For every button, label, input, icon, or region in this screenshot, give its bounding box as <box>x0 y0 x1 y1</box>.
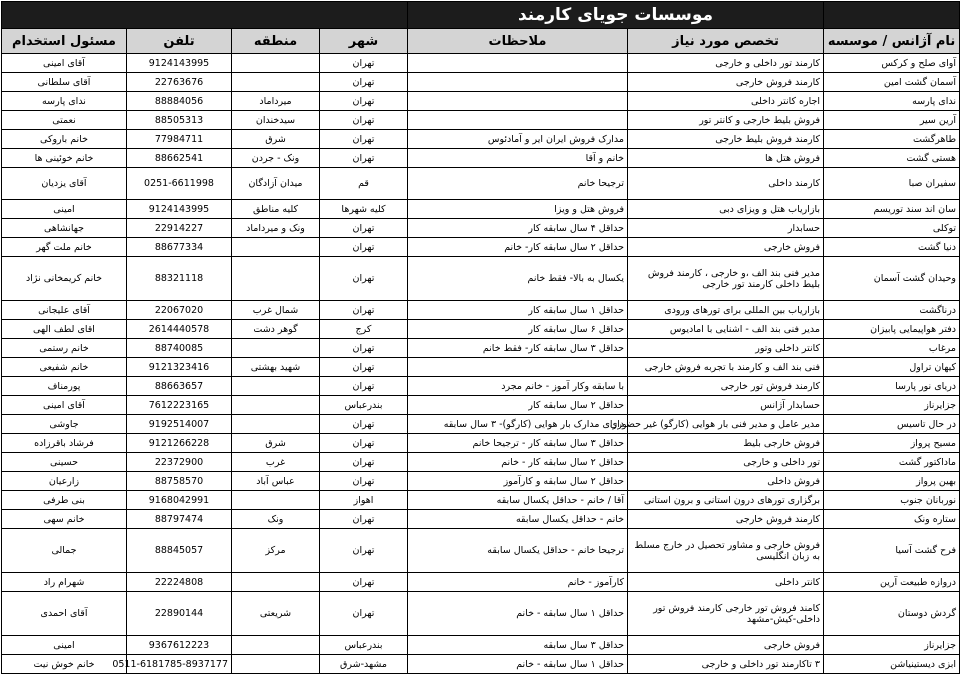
cell-note <box>408 111 628 130</box>
cell-phone: 22763676 <box>127 73 232 92</box>
cell-contact: آقای علیجانی <box>2 301 127 320</box>
table-row <box>2 130 960 149</box>
table-row <box>2 320 960 339</box>
cell-note: آقا / خانم - حداقل یکسال سابقه <box>408 491 628 510</box>
cell-spec: فروش خارجی و مشاور تحصیل در خارج مسلط به زبان انگلیسی <box>628 529 824 573</box>
cell-spec: کانتر داخلی <box>628 573 824 592</box>
cell-spec: مدیر فنی بند الف - اشنایی با امادیوس <box>628 320 824 339</box>
cell-region <box>232 73 320 92</box>
cell-phone: 88321118 <box>127 257 232 301</box>
cell-phone: 2614440578 <box>127 320 232 339</box>
cell-note: حداقل ۲ سال سابقه کار <box>408 396 628 415</box>
cell-name: دفتر هواپیمایی پابیزان <box>824 320 960 339</box>
cell-city: تهران <box>320 434 408 453</box>
table-row <box>2 219 960 238</box>
table-row <box>2 111 960 130</box>
cell-name: سفیران صبا <box>824 168 960 200</box>
cell-contact: خانم شفیعی <box>2 358 127 377</box>
cell-name: آوای صلح و کرکس <box>824 54 960 73</box>
cell-name: توکلی <box>824 219 960 238</box>
cell-region <box>232 377 320 396</box>
cell-phone: 9192514007 <box>127 415 232 434</box>
cell-region: غرب <box>232 453 320 472</box>
cell-contact: خانم خوئینی ها <box>2 149 127 168</box>
cell-name: گردش دوستان <box>824 592 960 636</box>
cell-contact: خانم خوش نیت <box>2 655 127 674</box>
cell-spec: برگزاری تورهای درون استانی و برون استانی <box>628 491 824 510</box>
cell-region <box>232 573 320 592</box>
cell-region <box>232 491 320 510</box>
cell-phone: 22890144 <box>127 592 232 636</box>
table-row <box>2 510 960 529</box>
table-row <box>2 339 960 358</box>
cell-region: شرق <box>232 130 320 149</box>
table-row <box>2 396 960 415</box>
header-row <box>2 29 960 54</box>
cell-note: ترجیحا خانم - حداقل یکسال سابقه <box>408 529 628 573</box>
cell-region <box>232 636 320 655</box>
cell-region: کلیه مناطق <box>232 200 320 219</box>
cell-spec: کانتر داخلی وتور <box>628 339 824 358</box>
table-row <box>2 415 960 434</box>
cell-region: مرکز <box>232 529 320 573</box>
cell-city: تهران <box>320 415 408 434</box>
cell-spec: کارمند فروش بلیط خارجی <box>628 130 824 149</box>
table-row <box>2 377 960 396</box>
cell-contact: جهانشاهی <box>2 219 127 238</box>
cell-note: حداقل ۶ سال سابقه کار <box>408 320 628 339</box>
cell-contact: خانم سهی <box>2 510 127 529</box>
cell-phone: 88663657 <box>127 377 232 396</box>
title-row <box>2 2 960 29</box>
cell-note: یکسال به بالا- فقط خانم <box>408 257 628 301</box>
cell-spec: مدیر عامل و مدیر فنی بار هوایی (کارگو) غیر حضوری <box>628 415 824 434</box>
cell-name: درناگشت <box>824 301 960 320</box>
table-row <box>2 257 960 301</box>
column-header: تلفن <box>127 29 232 54</box>
table-row <box>2 358 960 377</box>
cell-contact: زارعیان <box>2 472 127 491</box>
table-row <box>2 655 960 674</box>
cell-city: تهران <box>320 592 408 636</box>
table-row <box>2 168 960 200</box>
cell-region <box>232 415 320 434</box>
cell-note: با سابقه وکار آموز - خانم مجرد <box>408 377 628 396</box>
cell-contact: جمالی <box>2 529 127 573</box>
cell-note <box>408 73 628 92</box>
column-header: منطقه <box>232 29 320 54</box>
table-row <box>2 453 960 472</box>
cell-note: دارای مدارک بار هوایی (کارگو)- ۳ سال سابقه <box>408 415 628 434</box>
table-row <box>2 491 960 510</box>
cell-city: کلیه شهرها <box>320 200 408 219</box>
cell-note: خانم - حداقل یکسال سابقه <box>408 510 628 529</box>
cell-region: عباس آباد <box>232 472 320 491</box>
cell-region <box>232 257 320 301</box>
cell-note <box>408 92 628 111</box>
cell-note: حداقل ۲ سال سابقه کار - خانم <box>408 453 628 472</box>
cell-region <box>232 238 320 257</box>
cell-spec: اجاره کانتر داخلی <box>628 92 824 111</box>
cell-note: حداقل ۱ سال سابقه - خانم <box>408 655 628 674</box>
cell-contact: اقای لطف الهی <box>2 320 127 339</box>
cell-name: مسیح پرواز <box>824 434 960 453</box>
cell-name: جزایرناز <box>824 636 960 655</box>
cell-contact: خانم ملت گهر <box>2 238 127 257</box>
table-row <box>2 573 960 592</box>
cell-contact: بنی طرفی <box>2 491 127 510</box>
cell-spec: فروش بلیط خارجی و کانتر تور <box>628 111 824 130</box>
cell-phone: 9367612223 <box>127 636 232 655</box>
cell-name: دروازه طبیعت آرین <box>824 573 960 592</box>
table-row <box>2 472 960 491</box>
cell-note: حداقل ۲ سال سابقه کار- خانم <box>408 238 628 257</box>
cell-phone: 9121323416 <box>127 358 232 377</box>
cell-city: تهران <box>320 73 408 92</box>
cell-name: هستی گشت <box>824 149 960 168</box>
cell-region: ونک و میرداماد <box>232 219 320 238</box>
cell-contact: نعمتی <box>2 111 127 130</box>
cell-note: حداقل ۲ سال سابقه و کارآموز <box>408 472 628 491</box>
cell-region: میرداماد <box>232 92 320 111</box>
cell-name: طاهرگشت <box>824 130 960 149</box>
cell-name: ماداکتور گشت <box>824 453 960 472</box>
cell-phone: 88884056 <box>127 92 232 111</box>
cell-name: کیهان تراول <box>824 358 960 377</box>
cell-city: تهران <box>320 358 408 377</box>
cell-note: مدارک فروش ایران ایر و آمادئوس <box>408 130 628 149</box>
table-row <box>2 92 960 111</box>
cell-city: تهران <box>320 529 408 573</box>
cell-spec: کارمند تور داخلی و خارجی <box>628 54 824 73</box>
cell-contact: آقای امینی <box>2 396 127 415</box>
cell-note: حداقل ۳ سال سابقه کار - ترجیحا خانم <box>408 434 628 453</box>
cell-name: ندای پارسه <box>824 92 960 111</box>
cell-contact: جاوشی <box>2 415 127 434</box>
column-header: ملاحظات <box>408 29 628 54</box>
cell-region: شریعتی <box>232 592 320 636</box>
cell-spec: کارمند فروش خارجی <box>628 73 824 92</box>
cell-phone: 9124143995 <box>127 54 232 73</box>
cell-name: وحیدان گشت آسمان <box>824 257 960 301</box>
cell-spec: بازاریاب هتل و ویزای دبی <box>628 200 824 219</box>
cell-name: بهین پرواز <box>824 472 960 491</box>
cell-spec: مدیر فنی بند الف ،و خارجی ، کارمند فروش بلیط داخلی کارمند تور خارجی <box>628 257 824 301</box>
cell-note: حداقل ۳ سال سابقه <box>408 636 628 655</box>
cell-city: مشهد-شرق <box>320 655 408 674</box>
cell-name: آرین سیر <box>824 111 960 130</box>
cell-note: ترجیحا خانم <box>408 168 628 200</box>
cell-region <box>232 339 320 358</box>
cell-spec: فروش خارجی <box>628 238 824 257</box>
column-header: نام آژانس / موسسه <box>824 29 960 54</box>
cell-name: ستاره ونک <box>824 510 960 529</box>
cell-city: تهران <box>320 130 408 149</box>
cell-spec: بازاریاب بین المللی برای تورهای ورودی <box>628 301 824 320</box>
cell-spec: فروش خارجی <box>628 636 824 655</box>
cell-region: ونک - جردن <box>232 149 320 168</box>
page-title: موسسات جویای کارمند <box>408 2 824 29</box>
table-row <box>2 54 960 73</box>
cell-city: تهران <box>320 92 408 111</box>
cell-contact: آقای احمدی <box>2 592 127 636</box>
cell-spec: فروش هتل ها <box>628 149 824 168</box>
cell-phone: 0251-6611998 <box>127 168 232 200</box>
employers-table <box>1 1 960 674</box>
cell-city: تهران <box>320 510 408 529</box>
cell-phone: 22067020 <box>127 301 232 320</box>
cell-contact: پورمناف <box>2 377 127 396</box>
cell-name: دنیا گشت <box>824 238 960 257</box>
cell-city: تهران <box>320 257 408 301</box>
cell-phone: 88677334 <box>127 238 232 257</box>
cell-contact: آقای امینی <box>2 54 127 73</box>
cell-region: شمال غرب <box>232 301 320 320</box>
cell-spec: فروش داخلی <box>628 472 824 491</box>
cell-name: سان اند سند توریسم <box>824 200 960 219</box>
cell-contact: امینی <box>2 636 127 655</box>
cell-city: تهران <box>320 453 408 472</box>
cell-note: خانم و آقا <box>408 149 628 168</box>
cell-contact: شهرام راد <box>2 573 127 592</box>
table-row <box>2 149 960 168</box>
cell-city: تهران <box>320 472 408 491</box>
cell-note: فروش هتل و ویزا <box>408 200 628 219</box>
table-row <box>2 592 960 636</box>
table-row <box>2 636 960 655</box>
cell-phone: 88797474 <box>127 510 232 529</box>
cell-region: شرق <box>232 434 320 453</box>
table-row <box>2 301 960 320</box>
cell-contact: ندای پارسه <box>2 92 127 111</box>
cell-note <box>408 54 628 73</box>
column-header: تخصص مورد نیاز <box>628 29 824 54</box>
cell-city: قم <box>320 168 408 200</box>
cell-name: در حال تاسیس <box>824 415 960 434</box>
cell-city: تهران <box>320 111 408 130</box>
cell-phone: 77984711 <box>127 130 232 149</box>
cell-name: نوربانان جنوب <box>824 491 960 510</box>
table-row <box>2 529 960 573</box>
cell-phone: 22372900 <box>127 453 232 472</box>
cell-spec: فنی بند الف و کارمند با تجربه فروش خارجی <box>628 358 824 377</box>
table-row <box>2 200 960 219</box>
cell-note: کارآموز - خانم <box>408 573 628 592</box>
cell-contact: آقای یزدیان <box>2 168 127 200</box>
cell-phone: 88662541 <box>127 149 232 168</box>
cell-phone: 9124143995 <box>127 200 232 219</box>
cell-region: میدان آزادگان <box>232 168 320 200</box>
cell-city: تهران <box>320 573 408 592</box>
cell-name: دریای نور پارسا <box>824 377 960 396</box>
cell-city: تهران <box>320 377 408 396</box>
cell-spec: فروش خارجی بلیط <box>628 434 824 453</box>
cell-contact: خانم رستمی <box>2 339 127 358</box>
cell-city: تهران <box>320 54 408 73</box>
cell-city: تهران <box>320 149 408 168</box>
cell-name: آسمان گشت امین <box>824 73 960 92</box>
cell-contact: حسینی <box>2 453 127 472</box>
cell-note: حداقل ۱ سال سابقه کار <box>408 301 628 320</box>
cell-city: کرج <box>320 320 408 339</box>
cell-phone: 9121266228 <box>127 434 232 453</box>
cell-phone: 22914227 <box>127 219 232 238</box>
cell-phone: 88845057 <box>127 529 232 573</box>
cell-spec: کارمند فروش خارجی <box>628 510 824 529</box>
cell-city: بندرعباس <box>320 636 408 655</box>
cell-city: تهران <box>320 238 408 257</box>
cell-region <box>232 655 320 674</box>
cell-name: ابزی دیستینیاشن <box>824 655 960 674</box>
cell-region <box>232 396 320 415</box>
cell-contact: آقای سلطانی <box>2 73 127 92</box>
cell-name: مرغاب <box>824 339 960 358</box>
cell-spec: کامند فروش تور خارجی کارمند فروش تور داخلی-کیش-مشهد <box>628 592 824 636</box>
cell-note: حداقل ۱ سال سابقه - خانم <box>408 592 628 636</box>
cell-phone: 0511-6181785-8937177 <box>127 655 232 674</box>
cell-contact: خانم باروکی <box>2 130 127 149</box>
cell-phone: 88740085 <box>127 339 232 358</box>
cell-spec: کارمند داخلی <box>628 168 824 200</box>
cell-phone: 88505313 <box>127 111 232 130</box>
cell-phone: 22224808 <box>127 573 232 592</box>
cell-phone: 7612223165 <box>127 396 232 415</box>
cell-spec: ۳ تاکارمند تور داخلی و خارجی <box>628 655 824 674</box>
cell-city: تهران <box>320 339 408 358</box>
cell-contact: خانم کریمخانی نژاد <box>2 257 127 301</box>
cell-region: گوهر دشت <box>232 320 320 339</box>
cell-note: حداقل ۳ سال سابقه کار- فقط خانم <box>408 339 628 358</box>
column-header: مسئول استخدام <box>2 29 127 54</box>
cell-name: فرح گشت آسیا <box>824 529 960 573</box>
cell-region <box>232 54 320 73</box>
cell-spec: حسابدار <box>628 219 824 238</box>
table-row <box>2 238 960 257</box>
cell-contact: امینی <box>2 200 127 219</box>
cell-city: بندرعباس <box>320 396 408 415</box>
cell-phone: 88758570 <box>127 472 232 491</box>
cell-region: ونک <box>232 510 320 529</box>
table-row <box>2 434 960 453</box>
cell-city: اهواز <box>320 491 408 510</box>
cell-city: تهران <box>320 301 408 320</box>
cell-region: سیدخندان <box>232 111 320 130</box>
cell-spec: تور داخلی و خارجی <box>628 453 824 472</box>
cell-city: تهران <box>320 219 408 238</box>
cell-name: جزایرناز <box>824 396 960 415</box>
cell-note: حداقل ۴ سال سابقه کار <box>408 219 628 238</box>
cell-phone: 9168042991 <box>127 491 232 510</box>
cell-note <box>408 358 628 377</box>
cell-spec: حسابدار آژانس <box>628 396 824 415</box>
column-header: شهر <box>320 29 408 54</box>
cell-contact: فرشاد باقرزاده <box>2 434 127 453</box>
table-row <box>2 73 960 92</box>
cell-spec: کارمند فروش تور خارجی <box>628 377 824 396</box>
cell-region: شهید بهشتی <box>232 358 320 377</box>
